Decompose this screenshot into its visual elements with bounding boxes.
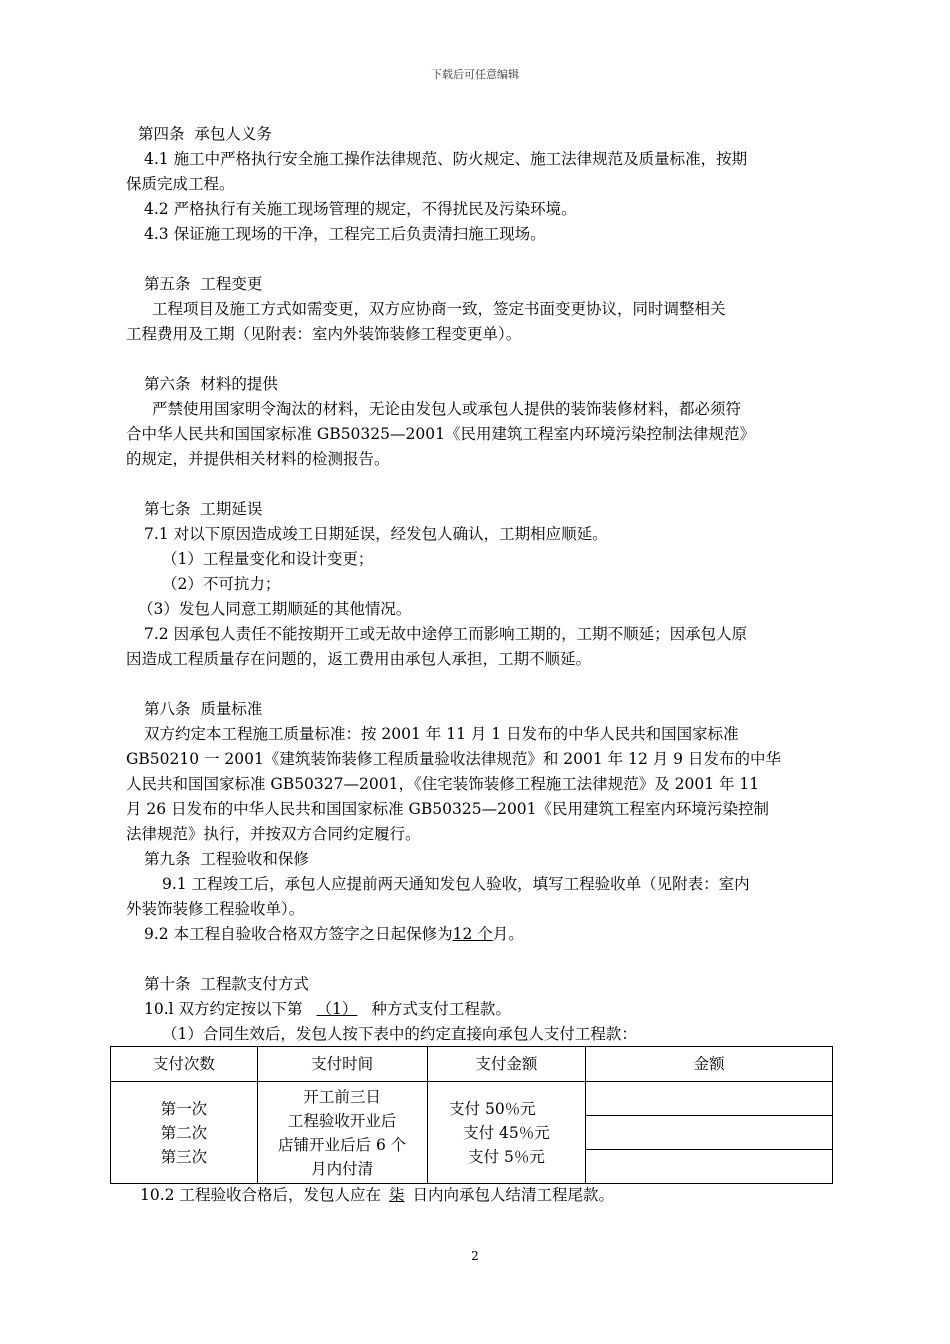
article-9-line-1b: 外装饰装修工程验收单）。 bbox=[126, 900, 305, 918]
article-8-line-1c: 人民共和国国家标准 GB50327—2001，《住宅装饰装修工程施工法律规范》及 2001 年 11 bbox=[126, 775, 760, 793]
article-6-line-1c: 的规定，并提供相关材料的检测报告。 bbox=[126, 450, 390, 468]
payment-table bbox=[110, 1046, 833, 1184]
article-6-title: 第六条 材料的提供 bbox=[144, 375, 278, 393]
article-4-line-2: 4.2 严格执行有关施工现场管理的规定，不得扰民及污染环境。 bbox=[144, 200, 577, 218]
amount-cell bbox=[586, 1150, 833, 1184]
article-8-line-1e: 法律规范》执行，并按双方合同约定履行。 bbox=[126, 825, 421, 843]
table-header-cell: 金额 bbox=[586, 1047, 833, 1082]
article-10-line-1: 10.l 双方约定按以下第 （1） 种方式支付工程款。 bbox=[144, 1000, 511, 1018]
article-10-line-2: （1）合同生效后，发包人按下表中的约定直接向承包人支付工程款： bbox=[162, 1025, 637, 1043]
article-4-title: 第四条 承包人义务 bbox=[138, 125, 272, 143]
article-9-line-2: 9.2 本工程自验收合格双方签字之日起保修为12 个月。 bbox=[144, 925, 524, 943]
article-9-title: 第九条 工程验收和保修 bbox=[144, 850, 309, 868]
article-7-line-2b: 因造成工程质量存在问题的，返工费用由承包人承担，工期不顺延。 bbox=[126, 650, 592, 668]
page-header: 下载后可任意编辑 bbox=[431, 68, 519, 81]
article-8-line-1a: 双方约定本工程施工质量标准：按 2001 年 11 月 1 日发布的中华人民共和国国家标准 bbox=[144, 725, 739, 743]
article-9-line-1a: 9.1 工程竣工后，承包人应提前两天通知发包人验收，填写工程验收单（见附表：室内 bbox=[162, 875, 750, 893]
payment-times-cell: 第一次 第二次 第三次 bbox=[111, 1082, 258, 1184]
page-number: 2 bbox=[471, 1249, 479, 1263]
amount-cell bbox=[586, 1116, 833, 1150]
article-8-line-1b: GB50210 一 2001《建筑装饰装修工程质量验收法律规范》和 2001 年 12 月 9 日发布的中华 bbox=[126, 750, 781, 768]
table-header-row bbox=[111, 1047, 833, 1082]
article-5-title: 第五条 工程变更 bbox=[144, 275, 263, 293]
article-8-line-1d: 月 26 日发布的中华人民共和国国家标准 GB50325—2001《民用建筑工程室内环境污染控制 bbox=[126, 800, 770, 818]
payment-amounts-cell: 支付 50％元 支付 45％元 支付 5％元 bbox=[427, 1082, 586, 1184]
article-4-line-1a: 4.1 施工中严格执行安全施工操作法律规范、防火规定、施工法律规范及质量标准，按期 bbox=[144, 150, 748, 168]
article-5-line-1b: 工程费用及工期（见附表：室内外装饰装修工程变更单）。 bbox=[126, 325, 522, 343]
table-row bbox=[111, 1082, 833, 1116]
warranty-months: 12 个 bbox=[452, 925, 493, 943]
amount-cell bbox=[586, 1082, 833, 1116]
article-7-line-1: 7.1 对以下原因造成竣工日期延误，经发包人确认，工期相应顺延。 bbox=[144, 525, 608, 543]
table-header-cell: 支付时间 bbox=[257, 1047, 427, 1082]
article-10-line-3: 10.2 工程验收合格后，发包人应在 柒 日内向承包人结清工程尾款。 bbox=[140, 1186, 614, 1204]
payment-method-choice: （1） bbox=[316, 1000, 358, 1018]
table-header-cell: 支付金额 bbox=[427, 1047, 586, 1082]
article-7-item-2: （2）不可抗力； bbox=[162, 575, 281, 593]
article-5-line-1a: 工程项目及施工方式如需变更，双方应协商一致，签定书面变更协议，同时调整相关 bbox=[152, 300, 726, 318]
article-7-item-3: （3）发包人同意工期顺延的其他情况。 bbox=[138, 600, 412, 618]
settlement-days: 柒 bbox=[388, 1186, 405, 1204]
payment-dates-cell: 开工前三日 工程验收开业后 店铺开业后后 6 个 月内付清 bbox=[257, 1082, 427, 1184]
document-body bbox=[126, 122, 826, 1047]
article-6-line-1b: 合中华人民共和国国家标准 GB50325—2001《民用建筑工程室内环境污染控制法律规范》 bbox=[126, 425, 755, 443]
table-header-cell: 支付次数 bbox=[111, 1047, 258, 1082]
article-6-line-1a: 严禁使用国家明令淘汰的材料，无论由发包人或承包人提供的装饰装修材料，都必须符 bbox=[152, 400, 742, 418]
article-7-title: 第七条 工期延误 bbox=[144, 500, 263, 518]
article-8-title: 第八条 质量标准 bbox=[144, 700, 263, 718]
article-7-item-1: （1）工程量变化和设计变更； bbox=[162, 550, 374, 568]
article-7-line-2a: 7.2 因承包人责任不能按期开工或无故中途停工而影响工期的，工期不顺延；因承包人原 bbox=[144, 625, 748, 643]
article-4-line-3: 4.3 保证施工现场的干净，工程完工后负责清扫施工现场。 bbox=[144, 225, 546, 243]
article-10-title: 第十条 工程款支付方式 bbox=[144, 975, 309, 993]
article-4-line-1b: 保质完成工程。 bbox=[126, 175, 235, 193]
